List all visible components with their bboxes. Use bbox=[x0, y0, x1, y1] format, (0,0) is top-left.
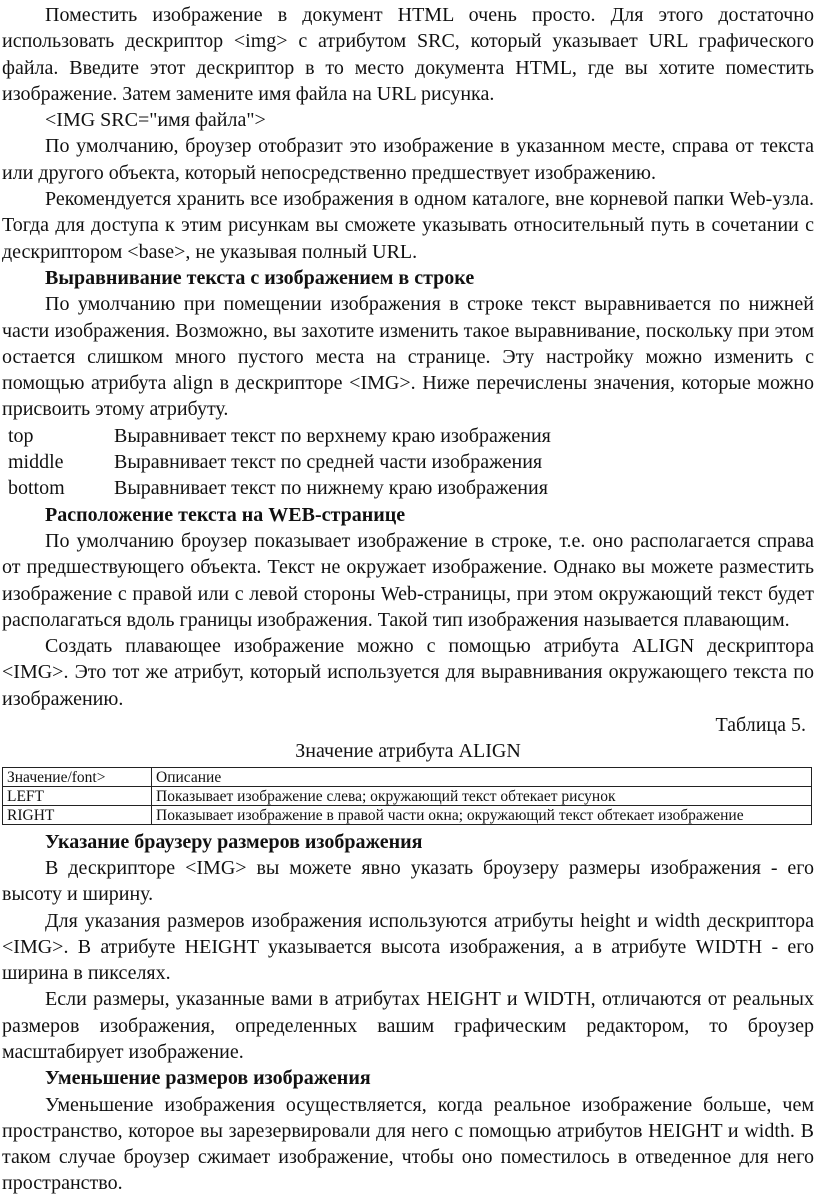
align-value-desc: Выравнивает текст по средней части изображения bbox=[114, 451, 543, 474]
heading-text-layout: Расположение текста на WEB-странице bbox=[45, 503, 406, 526]
align-values-list bbox=[2, 423, 814, 502]
align-attribute-table bbox=[2, 767, 812, 825]
align-value-row bbox=[2, 475, 814, 501]
align-value-key: middle bbox=[8, 451, 64, 474]
table-header-cell: Значение/font> bbox=[3, 767, 152, 786]
heading-image-size: Указание браузеру размеров изображения bbox=[45, 830, 423, 853]
size-paragraph-3: Если размеры, указанные вами в атрибутах HEIGHT и WIDTH, отличаются от реальных размеров изображения, определенных вашим графическим редактором, то броузер масштабирует изображение. bbox=[2, 988, 814, 1063]
align-value-row bbox=[2, 423, 814, 449]
align-value-row bbox=[2, 449, 814, 475]
heading-inline-alignment: Выравнивание текста с изображением в строке bbox=[45, 266, 475, 289]
inline-alignment-paragraph: По умолчанию при помещении изображения в строке текст выравнивается по нижней части изображения. Возможно, вы захотите изменить такое выравнивание, поскольку при этом остается слишком много пустого места на странице. Эту настройку можно изменить с помощью атрибута align в дескрипторе <IMG>. Ниже перечислены значения, которые можно присвоить этому атрибуту. bbox=[2, 293, 814, 421]
layout-paragraph-2: Создать плавающее изображение можно с помощью атрибута ALIGN дескриптора <IMG>. Это тот же атрибут, который используется для выравнивания окружающего текста по изображению. bbox=[2, 635, 814, 710]
size-paragraph-2: Для указания размеров изображения используются атрибуты height и width дескриптора <IMG>. В атрибуте HEIGHT указывается высота изображения, а в атрибуте WIDTH - его ширина в пикселях. bbox=[2, 909, 814, 985]
table-cell: Показывает изображение слева; окружающий текст обтекает рисунок bbox=[152, 786, 812, 805]
table-header-cell: Описание bbox=[152, 767, 812, 786]
align-value-key: top bbox=[8, 424, 34, 447]
heading-image-reduce: Уменьшение размеров изображения bbox=[45, 1067, 371, 1090]
table-row bbox=[3, 805, 812, 824]
table-title: Значение атрибута ALIGN bbox=[295, 740, 521, 763]
table-cell: RIGHT bbox=[3, 805, 152, 824]
intro-paragraph: Поместить изображение в документ HTML очень просто. Для этого достаточно использовать дескриптор <img> с атрибутом SRC, который указывает URL графического файла. Введите этот дескриптор в то место документа HTML, где вы хотите поместить изображение. Затем замените имя файла на URL рисунка. bbox=[2, 4, 814, 105]
align-value-key: bottom bbox=[8, 477, 65, 500]
code-example: <IMG SRC="имя файла"> bbox=[45, 109, 266, 132]
table-row bbox=[3, 786, 812, 805]
table-cell: LEFT bbox=[3, 786, 152, 805]
storage-recommendation-paragraph: Рекомендуется хранить все изображения в одном каталоге, вне корневой папки Web-узла. Тогда для доступа к этим рисункам вы сможете указывать относительный путь в сочетании с дескриптором <base>, не указывая полный URL. bbox=[2, 188, 814, 263]
align-value-desc: Выравнивает текст по верхнему краю изображения bbox=[114, 424, 551, 447]
size-paragraph-1: В дескрипторе <IMG> вы можете явно указать броузеру размеры изображения - его высоту и ширину. bbox=[2, 856, 814, 906]
default-position-paragraph: По умолчанию, броузер отобразит это изображение в указанном месте, справа от текста или другого объекта, который непосредственно предшествует изображению. bbox=[2, 135, 814, 184]
reduce-paragraph: Уменьшение изображения осуществляется, когда реальное изображение больше, чем пространство, которое вы зарезервировали для него с помощью атрибутов HEIGHT и width. В таком случае броузер сжимает изображение, чтобы оно поместилось в отведенное для него пространство. bbox=[2, 1093, 814, 1195]
table-cell: Показывает изображение в правой части окна; окружающий текст обтекает изображение bbox=[152, 805, 812, 824]
align-value-desc: Выравнивает текст по нижнему краю изображения bbox=[114, 477, 548, 500]
table-header-row bbox=[3, 767, 812, 786]
layout-paragraph-1: По умолчанию броузер показывает изображение в строке, т.е. оно располагается справа от предшествующего объекта. Текст не окружает изображение. Однако вы можете разместить изображение с правой или с левой стороны Web-страницы, при этом окружающий текст будет располагаться вдоль границы изображения. Такой тип изображения называется плавающим. bbox=[2, 529, 814, 631]
table-number: Таблица 5. bbox=[715, 714, 806, 737]
